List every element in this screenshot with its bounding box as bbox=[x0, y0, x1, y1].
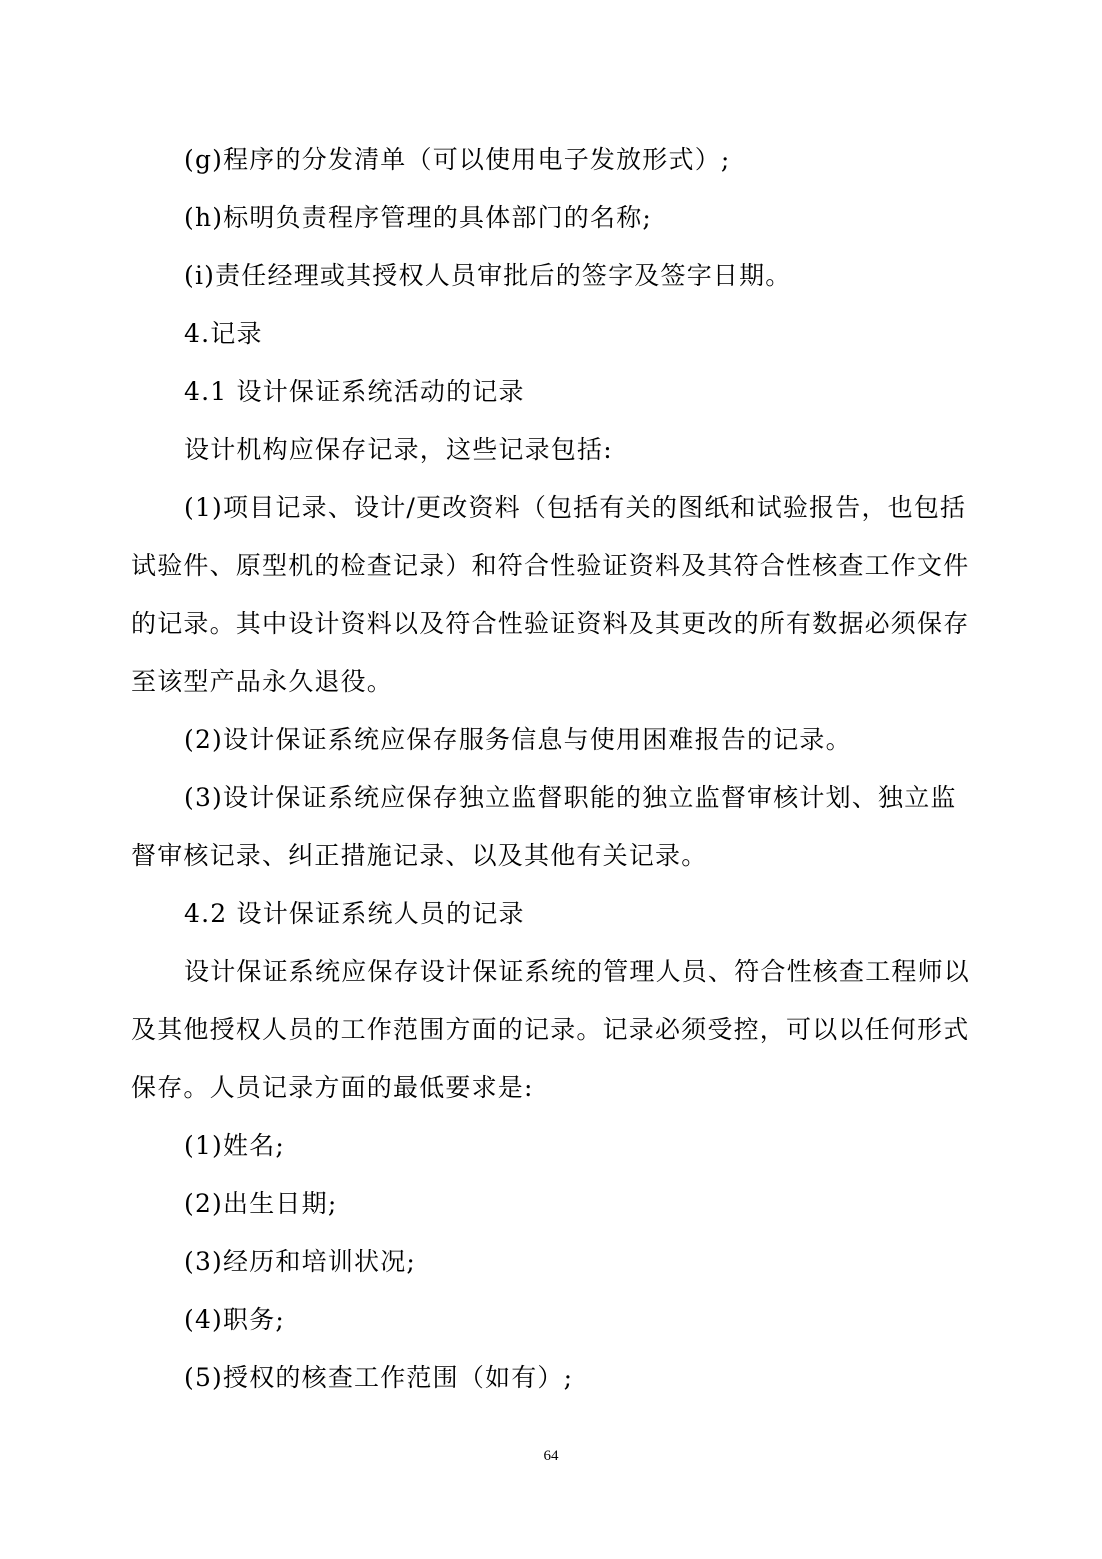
list-item-name: (1)姓名; bbox=[184, 1131, 286, 1160]
list-item-birth-date: (2)出生日期; bbox=[184, 1189, 338, 1218]
subsection-heading-4-1: 4.1 设计保证系统活动的记录 bbox=[184, 377, 525, 406]
paragraph-item-1-line-1: (1)项目记录、设计/更改资料（包括有关的图纸和试验报告，也包括 bbox=[184, 493, 967, 522]
paragraph-item-3-line-2: 督审核记录、纠正措施记录、以及其他有关记录。 bbox=[131, 841, 708, 870]
list-item-experience-training: (3)经历和培训状况; bbox=[184, 1247, 417, 1276]
list-item-position: (4)职务; bbox=[184, 1305, 286, 1334]
paragraph-personnel-line-1: 设计保证系统应保存设计保证系统的管理人员、符合性核查工程师以 bbox=[184, 957, 971, 986]
paragraph-item-1-line-4: 至该型产品永久退役。 bbox=[131, 667, 394, 696]
paragraph-item-3-line-1: (3)设计保证系统应保存独立监督职能的独立监督审核计划、独立监 bbox=[184, 783, 957, 812]
item-i-approval-signature: (i)责任经理或其授权人员审批后的签字及签字日期。 bbox=[184, 261, 792, 290]
item-h-responsible-department: (h)标明负责程序管理的具体部门的名称; bbox=[184, 203, 653, 232]
paragraph-item-1-line-3: 的记录。其中设计资料以及符合性验证资料及其更改的所有数据必须保存 bbox=[131, 609, 970, 638]
paragraph-personnel-line-3: 保存。人员记录方面的最低要求是: bbox=[131, 1073, 534, 1102]
paragraph-item-1-line-2: 试验件、原型机的检查记录）和符合性验证资料及其符合性核查工作文件 bbox=[131, 551, 970, 580]
page-number: 64 bbox=[543, 1448, 559, 1464]
list-item-authorized-scope: (5)授权的核查工作范围（如有）; bbox=[184, 1363, 574, 1392]
section-heading-records: 4.记录 bbox=[184, 319, 263, 348]
paragraph-personnel-line-2: 及其他授权人员的工作范围方面的记录。记录必须受控，可以以任何形式 bbox=[131, 1015, 970, 1044]
item-g-distribution-list: (g)程序的分发清单（可以使用电子发放形式）; bbox=[184, 145, 731, 174]
paragraph-item-2: (2)设计保证系统应保存服务信息与使用困难报告的记录。 bbox=[184, 725, 852, 754]
subsection-heading-4-2: 4.2 设计保证系统人员的记录 bbox=[184, 899, 525, 928]
paragraph-records-intro: 设计机构应保存记录，这些记录包括: bbox=[184, 435, 613, 464]
